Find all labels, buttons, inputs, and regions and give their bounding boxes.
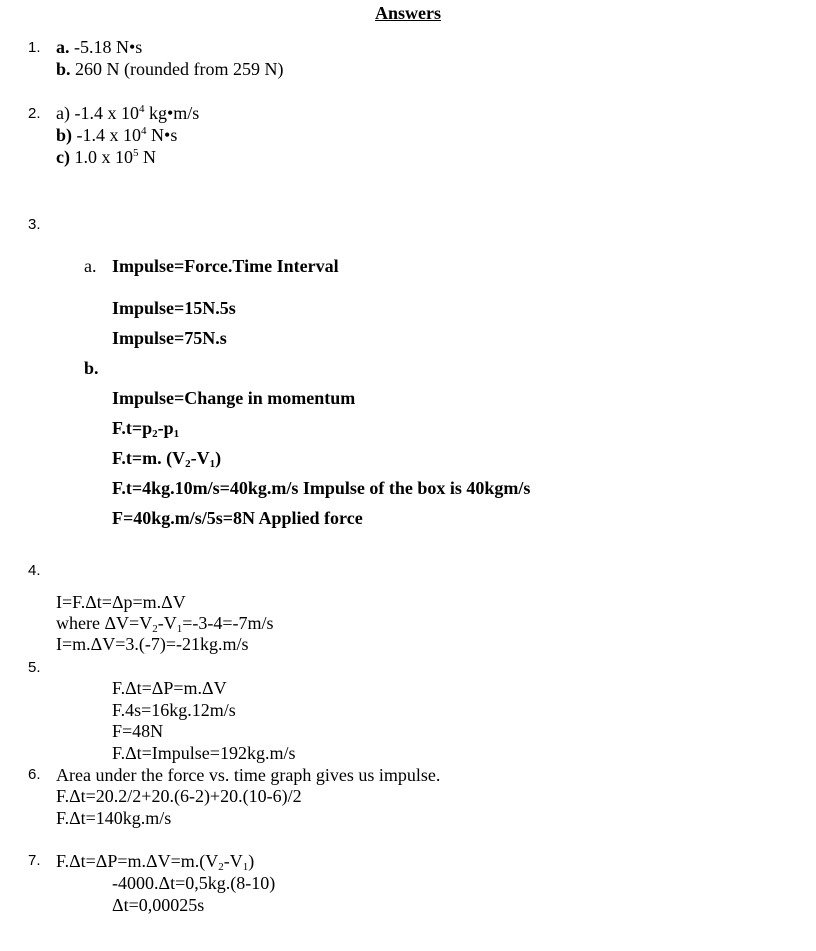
formula-subscript: 2 — [185, 458, 191, 470]
answer-7-line-3: Δt=0,00025s — [112, 895, 205, 915]
answer-1b-label: b. — [56, 59, 71, 79]
answer-1a-label: a. — [56, 37, 70, 57]
formula-subscript: 1 — [173, 428, 180, 440]
answer-2c — [56, 148, 156, 166]
answer-5-line-1: F.Δt=ΔP=m.ΔV — [112, 678, 227, 698]
formula-text: where ΔV=V — [56, 613, 153, 633]
answer-2c-label: c) — [56, 147, 70, 167]
formula-subscript: 1 — [209, 458, 216, 470]
answer-7-line-1 — [56, 851, 255, 873]
answer-2a-unit: kg•m/s — [144, 103, 200, 123]
formula-subscript: 1 — [176, 623, 183, 635]
answer-3b-label: b. — [84, 358, 99, 378]
answer-2a-exponent: 4 — [138, 103, 145, 115]
formula-text: ) — [248, 851, 255, 871]
page-title: Answers — [375, 3, 441, 23]
answer-5-line-2: F.4s=16kg.12m/s — [112, 700, 236, 720]
answer-3b-line-3 — [112, 448, 222, 470]
answer-4-line-1: I=F.Δt=Δp=m.ΔV — [56, 592, 186, 612]
formula-text: F.Δt=ΔP=m.ΔV=m.(V — [56, 851, 219, 871]
question-4-number: 4. — [28, 562, 41, 579]
answer-6-line-1: Area under the force vs. time graph gives us impulse. — [56, 765, 441, 785]
answer-2b-label: b) — [56, 125, 73, 145]
formula-text: -V — [157, 613, 177, 633]
answer-5-line-3: F=48N — [112, 721, 164, 741]
answer-1a — [56, 38, 142, 56]
question-3-number: 3. — [28, 216, 41, 233]
answer-3a-line-3: Impulse=75N.s — [112, 328, 227, 348]
question-7-number: 7. — [28, 852, 41, 869]
answer-3a-line-1: Impulse=Force.Time Interval — [112, 256, 339, 276]
answer-6-line-2: F.Δt=20.2/2+20.(6-2)+20.(10-6)/2 — [56, 786, 302, 806]
answer-4-line-3: I=m.ΔV=3.(-7)=-21kg.m/s — [56, 634, 249, 654]
formula-subscript: 1 — [242, 861, 249, 873]
formula-text: -V — [223, 851, 243, 871]
question-5-number: 5. — [28, 659, 41, 676]
question-1-number: 1. — [28, 39, 41, 56]
answer-6-line-3: F.Δt=140kg.m/s — [56, 808, 172, 828]
answer-1b-text: 260 N (rounded from 259 N) — [70, 59, 284, 79]
answer-2b-unit: N•s — [146, 125, 178, 145]
answer-3b-line-2 — [112, 418, 180, 440]
answer-2c-text: 1.0 x 10 — [69, 147, 133, 167]
formula-subscript: 2 — [152, 428, 158, 440]
answer-3b-line-1: Impulse=Change in momentum — [112, 388, 356, 408]
answer-2b-exponent: 4 — [141, 125, 147, 137]
answer-2c-exponent: 5 — [132, 147, 139, 159]
answer-3b-line-4: F.t=4kg.10m/s=40kg.m/s Impulse of the box is 40kgm/s — [112, 478, 531, 498]
answer-5-line-4: F.Δt=Impulse=192kg.m/s — [112, 743, 296, 763]
formula-text: F.t=p — [112, 418, 153, 438]
formula-text: -V — [190, 448, 210, 468]
answer-4-line-2 — [56, 613, 274, 635]
answer-7-line-2: -4000.Δt=0,5kg.(8-10) — [112, 873, 276, 893]
answer-3b-line-5: F=40kg.m/s/5s=8N Applied force — [112, 508, 363, 528]
formula-text: ) — [215, 448, 222, 468]
question-6-number: 6. — [28, 766, 41, 783]
answer-2b — [56, 126, 177, 144]
formula-text: =-3-4=-7m/s — [182, 613, 274, 633]
answer-2b-text: -1.4 x 10 — [72, 125, 142, 145]
answer-3a-label: a. — [84, 256, 97, 276]
formula-text: F.t=m. (V — [112, 448, 186, 468]
answer-3a-line-2: Impulse=15N.5s — [112, 298, 236, 318]
answer-1a-text: -5.18 N•s — [69, 37, 143, 57]
answer-1b — [56, 60, 283, 78]
question-2-number: 2. — [28, 105, 41, 122]
formula-subscript: 2 — [218, 861, 224, 873]
formula-subscript: 2 — [152, 623, 158, 635]
answer-2a-text: a) -1.4 x 10 — [56, 103, 139, 123]
answer-2c-unit: N — [138, 147, 156, 167]
answer-2a — [56, 104, 199, 122]
formula-text: -p — [157, 418, 174, 438]
